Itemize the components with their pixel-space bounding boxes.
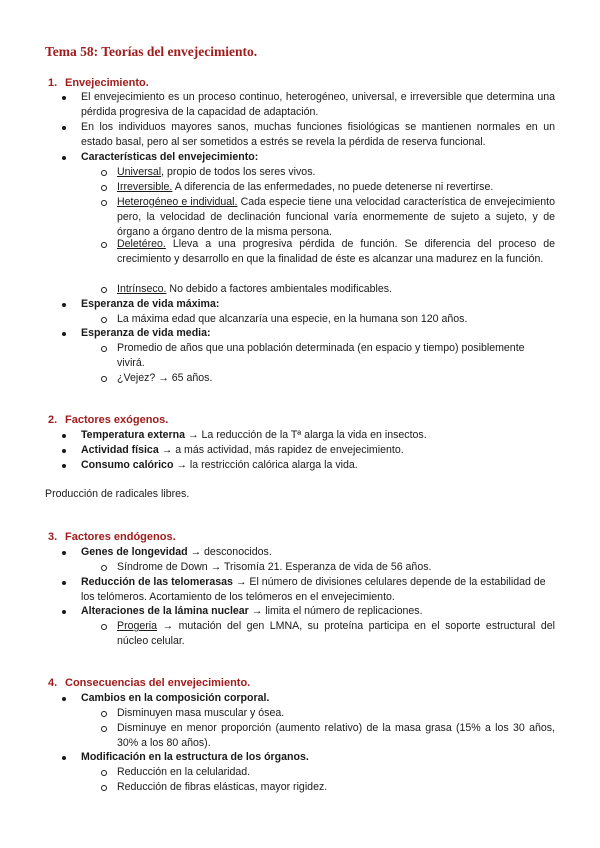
definition: → a más actividad, más rapidez de envejecimiento. [158, 444, 404, 456]
term: Irreversible. [117, 181, 173, 193]
sub-item [117, 165, 555, 180]
list-item-esperanza-maxima: Esperanza de vida máxima: [81, 297, 555, 312]
definition: → La reducción de la Tª alarga la vida en insectos. [185, 429, 427, 441]
list-item-caracteristicas: Características del envejecimiento: [81, 150, 555, 165]
definition: , propio de todos los seres vivos. [161, 166, 316, 178]
sub-item: Reducción de fibras elásticas, mayor rigidez. [117, 780, 555, 795]
definition: → mutación del gen LMNA, su proteína participa en el soporte estructural del núcleo celular. [117, 620, 555, 647]
list-item: Cambios en la composición corporal. [81, 691, 555, 706]
section-label: Consecuencias del envejecimiento. [65, 677, 251, 689]
sub-item: ¿Vejez? → 65 años. [117, 371, 555, 386]
definition: → la restricción calórica alarga la vida. [173, 459, 358, 471]
term: Intrínseco. [117, 283, 167, 295]
sub-item: La máxima edad que alcanzaría una especie, en la humana son 120 años. [117, 312, 555, 327]
term: Temperatura externa [81, 429, 186, 441]
list-item-esperanza-media: Esperanza de vida media: [81, 326, 555, 341]
section-heading-factores-endogenos [48, 531, 176, 543]
definition: → desconocidos. [187, 546, 272, 558]
page-title: Tema 58: Teorías del envejecimiento. [45, 44, 258, 59]
sub-item [117, 619, 555, 649]
section-number: 4. [48, 677, 58, 689]
list-item: En los individuos mayores sanos, muchas funciones fisiológicas se mantienen normales en un estado basal, pero al ser sometidos a estrés se revela la pérdida de reserva funcional. [81, 121, 555, 148]
definition: Cada especie tiene una velocidad característica de envejecimiento pero, la velocidad de declinación funcional varía enormemente de sujeto a sujeto, y de órgano a órgano dentro de la misma persona. [117, 196, 555, 238]
list-item [81, 443, 555, 458]
term: Consumo calórico [81, 459, 174, 471]
section-heading-consecuencias [48, 677, 250, 689]
term: Progeria [117, 620, 158, 632]
term: Genes de longevidad [81, 546, 188, 558]
definition: No debido a factores ambientales modificables. [166, 283, 393, 295]
term: Deletéreo. [117, 238, 166, 250]
definition: Lleva a una progresiva pérdida de función. Se diferencia del proceso de crecimiento y desarrollo en que la finalidad de éste es alcanzar una madurez en la función. [117, 238, 555, 265]
list-item [81, 458, 555, 473]
definition: A diferencia de las enfermedades, no puede detenerse ni revertirse. [172, 181, 494, 193]
sub-item [117, 237, 555, 267]
sub-item: Disminuyen masa muscular y ósea. [117, 706, 555, 721]
list-item [81, 545, 555, 560]
sub-item: Reducción en la celularidad. [117, 765, 555, 780]
section-number: 1. [48, 77, 58, 89]
sub-item: Síndrome de Down → Trisomía 21. Esperanza de vida de 56 años. [117, 560, 555, 575]
section-label: Factores exógenos. [65, 414, 169, 426]
section-label: Envejecimiento. [65, 77, 149, 89]
list-item [81, 604, 555, 619]
section-label: Factores endógenos. [65, 531, 176, 543]
list-item: El envejecimiento es un proceso continuo, heterogéneo, universal, e irreversible que determina una pérdida progresiva de la capacidad de adaptación. [81, 91, 555, 118]
note-text: Producción de radicales libres. [45, 488, 190, 500]
term: Reducción de las telomerasas [81, 576, 233, 588]
sub-item [117, 282, 555, 297]
term: Actividad física [81, 444, 159, 456]
section-number: 2. [48, 414, 58, 426]
list-item [81, 575, 555, 605]
definition: → limita el número de replicaciones. [248, 605, 423, 617]
sub-item: Disminuye en menor proporción (aumento relativo) de la masa grasa (15% a los 30 años, 30% a los 80 años). [117, 722, 555, 749]
sub-item [117, 195, 555, 240]
section-heading-envejecimiento [48, 77, 149, 89]
sub-item [117, 180, 555, 195]
definition: → El número de divisiones celulares depende de la estabilidad de los telómeros. Acortamiento de los telómeros en el envejecimiento. [81, 576, 546, 603]
sub-item: Promedio de años que una población determinada (en espacio y tiempo) posiblemente vivirá. [117, 341, 555, 371]
section-number: 3. [48, 531, 58, 543]
term: Universal [117, 166, 162, 178]
list-item: Modificación en la estructura de los órganos. [81, 750, 555, 765]
term: Alteraciones de la lámina nuclear [81, 605, 249, 617]
term: Heterogéneo e individual. [117, 196, 238, 208]
list-item [81, 428, 555, 443]
section-heading-factores-exogenos [48, 414, 168, 426]
